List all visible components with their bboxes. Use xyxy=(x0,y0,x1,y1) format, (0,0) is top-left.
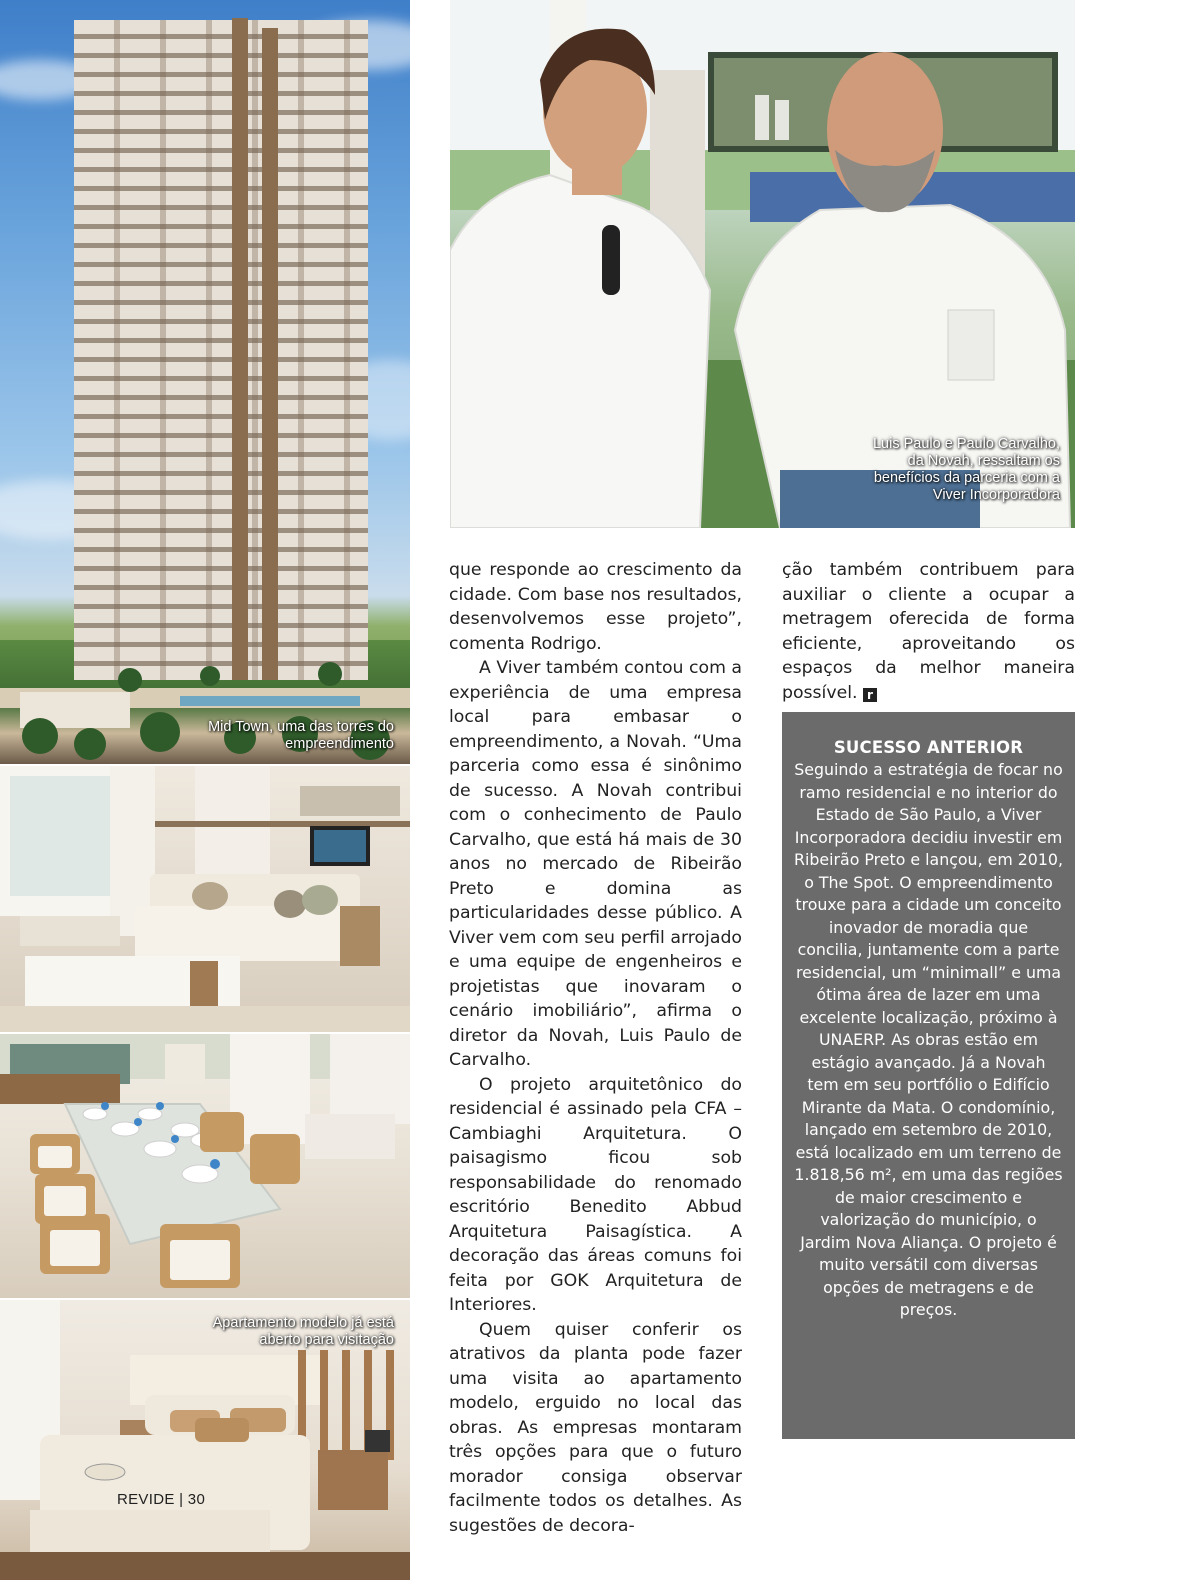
article-paragraph-text: ção também contribuem para auxiliar o cliente a ocupar a metragem oferecida de forma eficiente, aproveitando os espaços da melhor maneira possível. xyxy=(782,560,1075,703)
page-footer xyxy=(117,1491,205,1508)
partners-caption: Luis Paulo e Paulo Carvalho, da Novah, ressaltam os benefícios da parceria com a Viver Incorporadora xyxy=(872,436,1060,503)
end-mark-icon: r xyxy=(863,688,877,702)
footer-separator: | xyxy=(179,1491,188,1508)
sidebar-box xyxy=(782,712,1075,1439)
bedroom-caption: Apartamento modelo já está aberto para visitação xyxy=(212,1315,394,1348)
tower-caption: Mid Town, uma das torres do empreendimento xyxy=(208,719,394,752)
article-paragraph: O projeto arquitetônico do residencial é assinado pela CFA – Cambiaghi Arquitetura. O paisagismo ficou sob responsabilidade do renomado escritório Benedito Abbud Arquitetura Paisagística. A decoração das áreas comuns foi feita por GOK Arquitetura de Interiores. xyxy=(449,1074,742,1315)
article-paragraph: A Viver também contou com a experiência de uma empresa local para embasar o empreendimento, a Novah. “Uma parceria como essa é sinônimo de sucesso. A Novah contribui com o conhecimento de Paulo Carvalho, que está há mais de 30 anos no mercado de Ribeirão Preto e domina as particularidades desse público. A Viver vem com seu perfil arrojado e uma equipe de engenheiros e projetistas que inovaram o cenário imobiliário”, afirma o diretor da Novah, Luis Paulo de Carvalho. xyxy=(449,658,742,1070)
article-column-1 xyxy=(449,558,742,1538)
sidebar-title: SUCESSO ANTERIOR xyxy=(833,738,1024,757)
article-column-2 xyxy=(782,558,1075,705)
article-paragraph: Quem quiser conferir os atrativos da planta pode fazer uma visita ao apartamento modelo, erguido no local das obras. As empresas montaram três opções para que o futuro morador consiga observar facilmente todos os detalhes. As sugestões de decora- xyxy=(449,1319,742,1536)
dining-room-photo xyxy=(0,1034,410,1298)
magazine-name: REVIDE xyxy=(117,1491,175,1508)
page-number: 30 xyxy=(187,1491,206,1508)
partners-photo xyxy=(450,0,1075,528)
bedroom-photo xyxy=(0,1300,410,1580)
sidebar-text: Seguindo a estratégia de focar no ramo residencial e no interior do Estado de São Paulo, a Viver Incorporadora decidiu investir em Ribeirão Preto e lançou, em 2010, o The Spot. O empreendimento trouxe para a cidade um conceito inovador de moradia que concilia, juntamente com a parte residencial, um “minimall” e uma ótima área de lazer em uma excelente localização, próximo à UNAERP. As obras estão em estágio avançado. Já a Novah tem em seu portfólio o Edifício Mirante da Mata. O condomínio, lançado em setembro de 2010, está localizado em um terreno de 1.818,56 m², em uma das regiões de maior crescimento e valorização do município, o Jardim Nova Aliança. O projeto é muito versátil com diversas opções de metragens e de preços. xyxy=(794,760,1063,1319)
article-paragraph: que responde ao crescimento da cidade. Com base nos resultados, desenvolvemos esse projeto”, comenta Rodrigo. xyxy=(449,560,742,654)
article-paragraph xyxy=(782,558,1075,705)
tower-photo xyxy=(0,0,410,764)
living-room-photo xyxy=(0,766,410,1032)
